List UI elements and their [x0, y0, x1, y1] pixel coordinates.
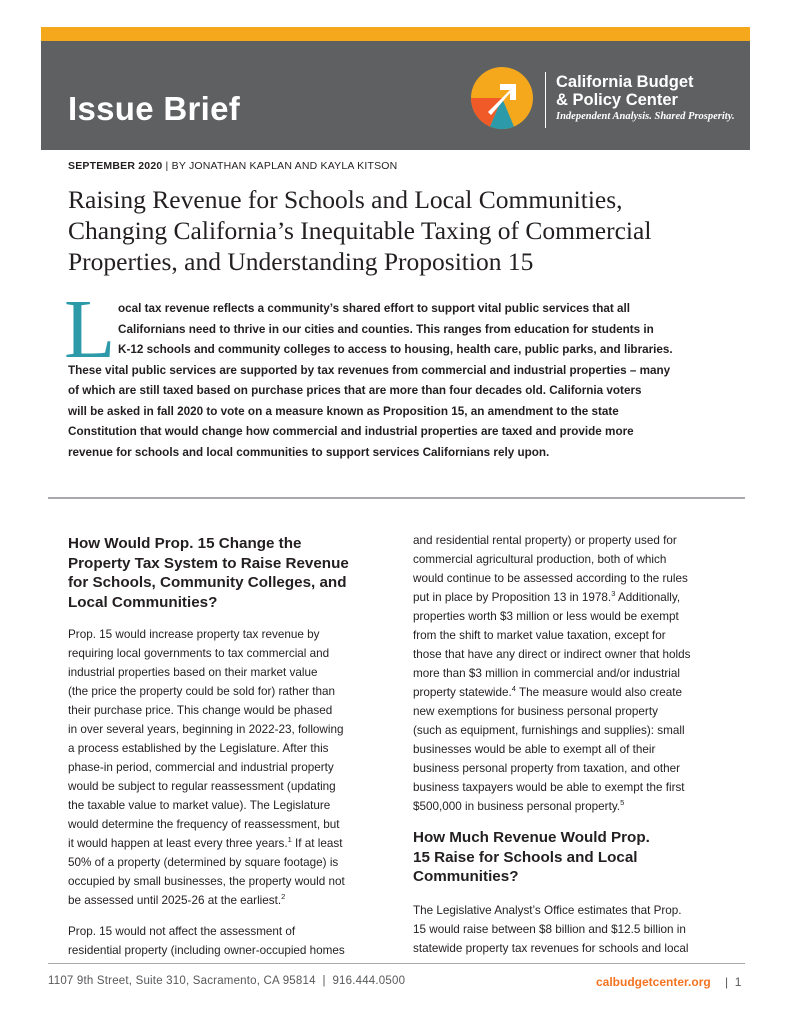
- org-name-line: & Policy Center: [556, 91, 678, 109]
- footer-address: 1107 9th Street, Suite 310, Sacramento, CA 95814 | 916.444.0500: [48, 975, 406, 987]
- byline: [68, 160, 397, 172]
- body-text: If at least: [291, 837, 343, 850]
- footnote-ref[interactable]: 3: [611, 589, 616, 599]
- document-title: [68, 184, 748, 277]
- body-paragraph: [413, 901, 743, 958]
- byline-authors: BY JONATHAN KAPLAN AND KAYLA KITSON: [171, 160, 398, 172]
- org-name-line: California Budget: [556, 73, 694, 91]
- body-line: commercial agricultural production, both of which: [413, 553, 667, 566]
- top-accent-bar: [41, 27, 750, 41]
- heading-line: Property Tax System to Raise Revenue: [68, 554, 349, 572]
- body-line: properties worth $3 million or less would be exempt: [413, 610, 679, 623]
- footnote-ref[interactable]: 1: [287, 835, 292, 845]
- body-line: (such as equipment, furnishings and supplies): small: [413, 724, 685, 737]
- body-text: The measure would also create: [515, 686, 683, 699]
- body-line: new exemptions for business personal property: [413, 705, 658, 718]
- left-column: [68, 534, 388, 960]
- body-text: put in place by Proposition 13 in 1978.: [413, 591, 612, 604]
- title-line: Properties, and Understanding Proposition 15: [68, 247, 534, 276]
- doc-type-label: Issue Brief: [68, 90, 241, 127]
- body-line: [413, 588, 743, 607]
- heading-line: Communities?: [413, 868, 519, 885]
- body-line: 15 would raise between $8 billion and $12.5 billion in: [413, 922, 686, 936]
- intro-line: of which are still taxed based on purchase prices that are more than four decades old. California voters: [68, 384, 642, 397]
- body-line: Prop. 15 would increase property tax revenue by: [68, 628, 320, 641]
- footer-divider: [48, 963, 745, 964]
- body-line: industrial properties based on their market value: [68, 666, 318, 679]
- logo-icon: [470, 66, 534, 130]
- body-line: businesses would be able to exempt all of their: [413, 743, 656, 756]
- body-line: [413, 797, 743, 816]
- body-text: be assessed until 2025-26 at the earliest.: [68, 894, 282, 907]
- heading-line: Local Communities?: [68, 593, 218, 611]
- heading-line: How Would Prop. 15 Change the: [68, 535, 302, 552]
- section-heading: [68, 534, 388, 612]
- logo-divider: [545, 72, 546, 128]
- body-line: occupied by small businesses, the property would not: [68, 875, 345, 888]
- org-name: [556, 73, 694, 109]
- org-tagline: Independent Analysis. Shared Prosperity.: [556, 111, 735, 122]
- intro-line: Constitution that would change how commercial and industrial properties are taxed and provide more: [68, 425, 634, 438]
- body-text: $500,000 in business personal property.: [413, 800, 621, 813]
- heading-line: for Schools, Community Colleges, and: [68, 574, 347, 591]
- body-line: [413, 683, 743, 702]
- intro-paragraph: [68, 299, 728, 463]
- body-line: phase-in period, commercial and industrial property: [68, 761, 334, 774]
- body-line: the taxable value to market value). The Legislature: [68, 799, 331, 812]
- body-line: 50% of a property (determined by square footage) is: [68, 856, 339, 869]
- footnote-ref[interactable]: 5: [620, 798, 625, 808]
- body-line: would continue to be assessed according to the rules: [413, 572, 688, 585]
- drop-cap: L: [64, 283, 116, 376]
- body-line: business personal property from taxation, and other: [413, 762, 681, 775]
- intro-line: K-12 schools and community colleges to access to housing, health care, public parks, and libraries.: [118, 343, 673, 356]
- body-line: would be subject to regular reassessment (updating: [68, 780, 336, 793]
- intro-line: ocal tax revenue reflects a community’s shared effort to support vital public services that all: [118, 302, 631, 315]
- page-number: | 1: [725, 975, 742, 989]
- title-line: Changing California’s Inequitable Taxing of Commercial: [68, 216, 652, 245]
- body-text: Additionally,: [615, 591, 681, 604]
- body-line: Prop. 15 would not affect the assessment of: [68, 925, 296, 938]
- body-paragraph: [68, 922, 388, 960]
- footnote-ref[interactable]: 4: [511, 684, 516, 694]
- heading-line: 15 Raise for Schools and Local: [413, 848, 638, 866]
- footer-website-link[interactable]: calbudgetcenter.org: [596, 975, 711, 989]
- body-line: business taxpayers would be able to exempt the first: [413, 781, 685, 794]
- right-column: [413, 531, 743, 958]
- body-line: a process established by the Legislature. After this: [68, 742, 329, 755]
- intro-line: revenue for schools and local communities to support services Californians rely upon.: [68, 445, 550, 459]
- body-line: [68, 891, 388, 910]
- body-line: in over several years, beginning in 2022-23, following: [68, 723, 344, 736]
- publication-date: SEPTEMBER 2020: [68, 160, 163, 172]
- footnote-ref[interactable]: 2: [281, 892, 286, 902]
- intro-line: These vital public services are supported by tax revenues from commercial and industrial properties – many: [68, 363, 671, 377]
- body-line: more than $3 million in commercial and/or industrial: [413, 667, 680, 680]
- body-paragraph: [68, 625, 388, 910]
- body-line: requiring local governments to tax commercial and: [68, 647, 330, 660]
- byline-separator: |: [165, 160, 169, 172]
- body-line: [68, 834, 388, 853]
- body-line: The Legislative Analyst’s Office estimates that Prop.: [413, 903, 682, 917]
- body-line: would determine the frequency of reassessment, but: [68, 818, 340, 831]
- section-heading: [413, 828, 743, 887]
- intro-line: will be asked in fall 2020 to vote on a measure known as Proposition 15, an amendment to the state: [68, 404, 619, 418]
- body-line: residential property (including owner-occupied homes: [68, 944, 345, 957]
- body-text: property statewide.: [413, 686, 512, 699]
- title-line: Raising Revenue for Schools and Local Communities,: [68, 185, 623, 214]
- section-divider: [48, 497, 745, 499]
- body-line: their purchase price. This change would be phased: [68, 704, 333, 717]
- body-text: it would happen at least every three years.: [68, 837, 288, 850]
- body-line: those that have any direct or indirect owner that holds: [413, 648, 691, 661]
- body-line: from the shift to market value taxation, except for: [413, 629, 666, 642]
- body-paragraph: [413, 531, 743, 816]
- body-line: (the price the property could be sold for) rather than: [68, 685, 336, 698]
- body-line: and residential rental property) or property used for: [413, 534, 677, 547]
- heading-line: How Much Revenue Would Prop.: [413, 829, 650, 846]
- intro-line: Californians need to thrive in our cities and counties. This ranges from education for students in: [118, 322, 654, 336]
- body-line: statewide property tax revenues for schools and local: [413, 941, 689, 955]
